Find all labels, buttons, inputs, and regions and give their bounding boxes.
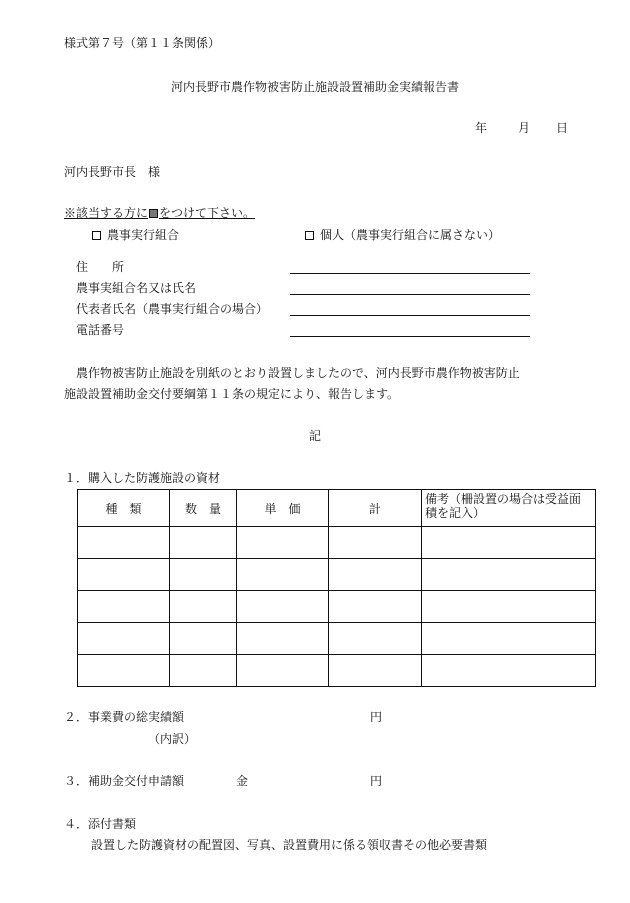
table-cell[interactable] (237, 527, 329, 559)
date-day: 日 (556, 121, 569, 135)
date-year: 年 (475, 121, 488, 135)
col-header-unit-price: 単 価 (237, 490, 329, 527)
field-line-name[interactable] (290, 294, 530, 295)
field-label-representative: 代表者氏名（農事実行組合の場合） (76, 302, 269, 316)
table-cell[interactable] (78, 559, 170, 591)
field-line-address[interactable] (290, 273, 530, 274)
table-cell[interactable] (422, 591, 596, 623)
section3-kin: 金 (236, 774, 249, 788)
table-cell[interactable] (329, 655, 422, 687)
instruction (64, 206, 255, 220)
section1-heading: １．購入した防護施設の資材 (64, 471, 221, 485)
checkbox-icon[interactable] (92, 231, 101, 240)
table-cell[interactable] (422, 655, 596, 687)
option-label: 個人（農事実行組合に属さない） (320, 228, 501, 242)
col-header-type: 種 類 (78, 490, 170, 527)
table-row (78, 623, 596, 655)
option-label: 農事実行組合 (107, 228, 180, 242)
ki-heading: 記 (309, 429, 322, 443)
table-cell[interactable] (329, 559, 422, 591)
table-cell[interactable] (78, 591, 170, 623)
body-text-line-1: 農作物被害防止施設を別紙のとおり設置しましたので、河内長野市農作物被害防止 (76, 366, 520, 380)
table-cell[interactable] (329, 591, 422, 623)
document-title: 河内長野市農作物被害防止施設設置補助金実績報告書 (170, 80, 459, 94)
table-cell[interactable] (170, 559, 237, 591)
section4-text: 設置した防護資材の配置図、写真、設置費用に係る領収書その他必要書類 (91, 838, 488, 852)
table-cell[interactable] (329, 527, 422, 559)
field-label-address: 住 所 (76, 260, 125, 274)
table-cell[interactable] (237, 655, 329, 687)
col-header-total: 計 (329, 490, 422, 527)
table-cell[interactable] (237, 559, 329, 591)
table-row (78, 527, 596, 559)
form-number: 様式第７号（第１１条関係） (64, 36, 221, 50)
instruction-suffix: をつけて下さい。 (159, 206, 256, 220)
date-month: 月 (518, 121, 531, 135)
table-cell[interactable] (422, 623, 596, 655)
field-label-phone: 電話番号 (76, 323, 125, 337)
table-row (78, 591, 596, 623)
col-header-remarks: 備考（柵設置の場合は受益面積を記入） (422, 490, 596, 527)
table-cell[interactable] (78, 623, 170, 655)
instruction-prefix: ※該当する方に (64, 206, 149, 220)
materials-table (77, 489, 596, 687)
section2-unit: 円 (370, 710, 383, 724)
checkbox-icon[interactable] (305, 231, 314, 240)
table-cell[interactable] (170, 591, 237, 623)
table-header-row (78, 490, 596, 527)
table-cell[interactable] (422, 559, 596, 591)
table-cell[interactable] (237, 591, 329, 623)
table-cell[interactable] (329, 623, 422, 655)
table-cell[interactable] (170, 527, 237, 559)
field-label-name: 農事実組合名又は氏名 (76, 281, 197, 295)
field-line-phone[interactable] (290, 336, 530, 337)
section3-unit: 円 (370, 774, 383, 788)
checkbox-sample-icon (149, 209, 158, 218)
table-cell[interactable] (78, 527, 170, 559)
table-cell[interactable] (422, 527, 596, 559)
section4-heading: ４．添付書類 (64, 817, 137, 831)
addressee: 河内長野市長 様 (64, 165, 161, 179)
option-kojin[interactable] (305, 228, 500, 242)
option-nouji[interactable] (92, 228, 179, 242)
section2-breakdown: （内訳） (148, 732, 197, 746)
col-header-quantity: 数 量 (170, 490, 237, 527)
body-text-line-2: 施設設置補助金交付要綱第１１条の規定により、報告します。 (64, 387, 400, 401)
table-cell[interactable] (237, 623, 329, 655)
section2-heading: ２．事業費の総実績額 (64, 710, 185, 724)
table-row (78, 559, 596, 591)
table-cell[interactable] (170, 623, 237, 655)
table-cell[interactable] (78, 655, 170, 687)
table-cell[interactable] (170, 655, 237, 687)
field-line-representative[interactable] (290, 315, 530, 316)
section3-heading: ３．補助金交付申請額 (64, 774, 185, 788)
table-row (78, 655, 596, 687)
